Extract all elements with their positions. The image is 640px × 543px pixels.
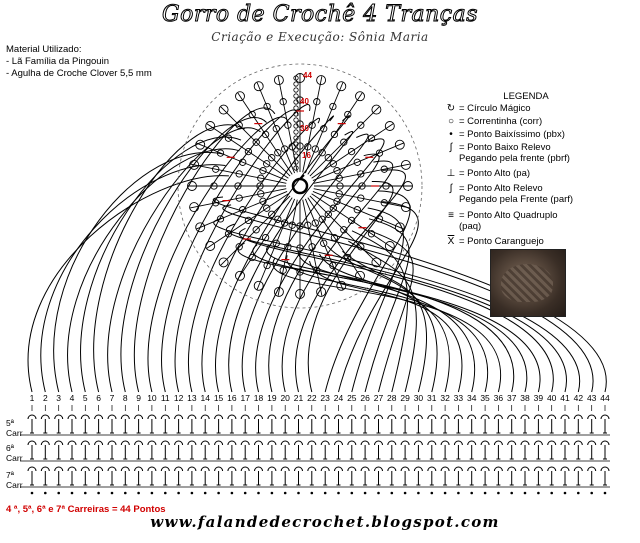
row-label-7 (6, 470, 23, 490)
slip-stitch (44, 492, 47, 495)
column-number: 39 (533, 393, 544, 403)
slip-stitch (524, 492, 527, 495)
brim-line (54, 152, 224, 392)
row-stitch (268, 441, 276, 459)
row-stitch (361, 441, 369, 459)
slip-stitch (550, 492, 553, 495)
slip-stitch-icon: • (449, 129, 453, 140)
row-stitch (55, 415, 63, 433)
row-stitch (68, 415, 76, 433)
row-stitch (308, 415, 316, 433)
column-number: 44 (600, 393, 610, 403)
legend-title: LEGENDA (503, 91, 549, 102)
column-number: 9 (136, 393, 141, 403)
radial-stitch-spokes (188, 74, 413, 299)
row-stitch (121, 441, 129, 459)
column-number: 32 (440, 393, 450, 403)
row-stitch (548, 415, 556, 433)
slip-stitch (404, 492, 407, 495)
row-stitch (401, 415, 409, 433)
legend-label: = Círculo Mágico (459, 103, 531, 114)
hat-image (501, 264, 553, 302)
column-number: 12 (173, 393, 184, 403)
column-number: 35 (480, 393, 490, 403)
slip-stitch (337, 492, 340, 495)
crab-stitch-icon: $\overline{X}$ (447, 236, 455, 247)
row-stitch (95, 415, 103, 433)
row-stitch (588, 441, 596, 459)
stitch-spoke (296, 200, 305, 299)
round-marker-40: 40 (300, 97, 309, 106)
front-post-dc-icon: ∫ (449, 183, 453, 194)
row-stitch (321, 415, 329, 433)
slip-stitch (484, 492, 487, 495)
row-stitch (454, 415, 462, 433)
slip-stitch (71, 492, 74, 495)
slip-stitch (364, 492, 367, 495)
column-number: 40 (546, 393, 557, 403)
row-stitch (521, 441, 529, 459)
round-marker-30: 30 (300, 124, 309, 133)
slip-stitch (164, 492, 167, 495)
brim-line (352, 231, 408, 392)
slip-stitch (97, 492, 100, 495)
slip-stitch (84, 492, 87, 495)
chain-icon: ○ (447, 116, 455, 127)
stitch-spoke (190, 160, 287, 183)
column-number: 24 (333, 393, 344, 403)
row-stitch (295, 415, 303, 433)
row-stitch (561, 441, 569, 459)
column-number: 28 (387, 393, 397, 403)
row-stitch (81, 441, 89, 459)
brim-line (273, 258, 501, 392)
row-stitch (68, 467, 76, 485)
double-crochet-icon: ⊥ (446, 168, 456, 179)
column-number: 33 (453, 393, 464, 403)
row-stitch (494, 415, 502, 433)
column-number: 27 (373, 393, 384, 403)
row-stitch (28, 441, 36, 459)
materials-heading: Material Utilizado: (6, 44, 82, 55)
row-stitch (148, 441, 156, 459)
row-stitch (428, 415, 436, 433)
row-stitch (441, 415, 449, 433)
legend-item (446, 210, 636, 232)
row-stitch (441, 441, 449, 459)
slip-stitch (284, 492, 287, 495)
column-number: 18 (253, 393, 264, 403)
chain-stitch (294, 148, 298, 152)
row-stitch (561, 415, 569, 433)
slip-stitch (391, 492, 394, 495)
row-stitch (268, 467, 276, 485)
slip-stitch (417, 492, 420, 495)
row-stitch (401, 441, 409, 459)
page-title: Gorro de Crochê 4 Tranças (162, 2, 478, 27)
row-stitch (295, 441, 303, 459)
row-stitch (361, 467, 369, 485)
column-number: 13 (187, 393, 197, 403)
column-number: 8 (122, 393, 128, 403)
legend-label-line2: Pegando pela frente (pbrf) (459, 153, 570, 164)
slip-stitch (177, 492, 180, 495)
legend (446, 91, 636, 249)
row-stitch (601, 441, 609, 459)
row-stitch (215, 441, 223, 459)
row-stitch (308, 467, 316, 485)
row-label-number: 6ª (6, 443, 14, 453)
row-stitch (401, 467, 409, 485)
stitch-spoke (314, 189, 411, 212)
row-stitch (508, 441, 516, 459)
slip-stitch (271, 492, 274, 495)
row-stitch (95, 467, 103, 485)
row-stitch (188, 441, 196, 459)
row-stitch (534, 441, 542, 459)
row-stitch (508, 415, 516, 433)
row-stitch (335, 415, 343, 433)
slip-stitch (111, 492, 114, 495)
footer-note: 4 ª, 5ª, 6ª e 7ª Carreiras = 44 Pontos (6, 504, 166, 515)
column-number: 23 (320, 393, 330, 403)
row-stitch (28, 415, 36, 433)
column-number: 11 (160, 393, 170, 403)
column-number: 34 (467, 393, 477, 403)
row-stitch (201, 467, 209, 485)
row-stitch (348, 467, 356, 485)
column-number: 3 (56, 393, 62, 403)
row-stitch (161, 467, 169, 485)
row-stitch (41, 467, 49, 485)
legend-item (446, 168, 636, 179)
row-stitch (534, 467, 542, 485)
row-label-sub: Carr (6, 453, 23, 463)
column-number: 30 (413, 393, 424, 403)
finished-hat-photo (490, 249, 566, 317)
row-stitch (175, 467, 183, 485)
column-number: 20 (280, 393, 290, 403)
brim-line (267, 245, 514, 392)
website-url: www.falandedecrochet.blogspot.com (150, 513, 500, 531)
column-number: 42 (573, 393, 584, 403)
slip-stitch (351, 492, 354, 495)
row-stitch (321, 441, 329, 459)
row-stitch (414, 467, 422, 485)
column-number: 5 (82, 393, 88, 403)
column-number: 36 (493, 393, 504, 403)
slip-stitch (564, 492, 567, 495)
row-stitch (454, 467, 462, 485)
row-stitch (148, 467, 156, 485)
legend-label-line2: (paq) (459, 221, 482, 232)
row-stitch (375, 467, 383, 485)
row-stitch (175, 441, 183, 459)
slip-stitch (377, 492, 380, 495)
row-stitch-grid (20, 405, 610, 494)
brim-line (108, 128, 261, 392)
row-stitch (574, 467, 582, 485)
row-stitch (68, 441, 76, 459)
row-stitch (574, 415, 582, 433)
row-stitch (601, 467, 609, 485)
row-stitch (454, 441, 462, 459)
column-number: 21 (293, 393, 304, 403)
slip-stitch (311, 492, 314, 495)
slip-stitch (324, 492, 327, 495)
row-stitch (548, 467, 556, 485)
column-number: 31 (427, 393, 437, 403)
slip-stitch (497, 492, 500, 495)
row-stitch (388, 441, 396, 459)
stitch-spoke (314, 182, 413, 191)
page-subtitle: Criação e Execução: Sônia Maria (211, 30, 429, 44)
row-stitch (241, 441, 249, 459)
row-stitch (268, 415, 276, 433)
legend-item (446, 183, 636, 205)
magic-ring-icon (293, 175, 307, 193)
legend-label: = Correntinha (corr) (459, 116, 543, 127)
row-stitch (41, 441, 49, 459)
row-stitch (468, 441, 476, 459)
legend-item (446, 116, 636, 127)
round-marker-16: 16 (302, 151, 311, 160)
row-stitch (201, 415, 209, 433)
row-stitch (548, 441, 556, 459)
slip-stitch (244, 492, 247, 495)
column-number: 41 (560, 393, 570, 403)
row-stitch (521, 415, 529, 433)
row-stitch (175, 415, 183, 433)
row-stitch (561, 467, 569, 485)
slip-stitch (577, 492, 580, 495)
chain-stitch (294, 88, 298, 92)
column-number: 17 (240, 393, 250, 403)
row-stitch (574, 441, 582, 459)
column-number: 4 (69, 393, 75, 403)
column-number: 16 (227, 393, 237, 403)
row-label-number: 7ª (6, 470, 14, 480)
row-stitch (281, 467, 289, 485)
row-stitch (228, 467, 236, 485)
row-stitch (121, 467, 129, 485)
row-stitch (135, 467, 143, 485)
row-stitch (414, 441, 422, 459)
row-stitch (228, 441, 236, 459)
row-stitch (241, 467, 249, 485)
column-number: 43 (586, 393, 597, 403)
legend-item (446, 103, 636, 114)
legend-label: = Ponto Baixo Relevo (459, 142, 551, 153)
row-stitch (348, 441, 356, 459)
row-stitch (108, 467, 116, 485)
row-stitch (41, 415, 49, 433)
row-stitch (161, 441, 169, 459)
legend-label: = Ponto Baixíssimo (pbx) (459, 129, 565, 140)
slip-stitch (204, 492, 207, 495)
slip-stitch (537, 492, 540, 495)
row-stitch (201, 441, 209, 459)
row-stitch (95, 441, 103, 459)
column-number: 7 (109, 393, 115, 403)
column-number: 15 (213, 393, 224, 403)
row-stitch (215, 415, 223, 433)
column-number: 29 (400, 393, 410, 403)
row-stitch (375, 441, 383, 459)
row-stitch (28, 467, 36, 485)
row-stitch (361, 415, 369, 433)
slip-stitch (257, 492, 260, 495)
row-stitch (388, 467, 396, 485)
row-stitch (335, 467, 343, 485)
stitch-spoke (219, 105, 290, 176)
brim-line (41, 165, 226, 392)
slip-stitch (444, 492, 447, 495)
row-stitch (601, 415, 609, 433)
row-stitch (308, 441, 316, 459)
column-number-labels (30, 393, 610, 403)
column-number: 37 (506, 393, 517, 403)
row-stitch (295, 467, 303, 485)
row-stitch (481, 467, 489, 485)
slip-stitch (510, 492, 513, 495)
legend-item (446, 236, 636, 247)
legend-label: = Ponto Caranguejo (459, 236, 544, 247)
slip-stitch (457, 492, 460, 495)
quadruple-treble-icon: ≡ (448, 210, 454, 221)
row-stitch (481, 415, 489, 433)
row-stitch (414, 415, 422, 433)
row-stitch (135, 415, 143, 433)
row-stitch (121, 415, 129, 433)
brim-line (253, 245, 527, 392)
column-number: 6 (96, 393, 101, 403)
row-stitch (481, 441, 489, 459)
row-stitch (215, 467, 223, 485)
slip-stitch (137, 492, 140, 495)
row-stitch (55, 467, 63, 485)
row-label-number: 5ª (6, 418, 14, 428)
slip-stitch (57, 492, 60, 495)
slip-stitch (604, 492, 607, 495)
chain-stitch (294, 130, 298, 134)
row-stitch (108, 441, 116, 459)
column-number: 19 (267, 393, 277, 403)
front-post-sc-icon: ∫ (449, 142, 453, 153)
row-stitch (468, 415, 476, 433)
row-stitch (534, 415, 542, 433)
legend-item (446, 129, 636, 140)
row-stitch (81, 467, 89, 485)
row-stitch (255, 415, 263, 433)
row-stitch (108, 415, 116, 433)
materials-item: - Lã Família da Pingouin (6, 56, 109, 67)
row-stitch (281, 415, 289, 433)
slip-stitch (231, 492, 234, 495)
slip-stitch (217, 492, 220, 495)
row-stitch (255, 467, 263, 485)
column-number: 1 (29, 393, 35, 403)
row-stitch (388, 415, 396, 433)
chain-stitch (294, 106, 298, 110)
row-stitch (494, 441, 502, 459)
row-stitch (428, 467, 436, 485)
row-stitch (335, 441, 343, 459)
row-stitch (441, 467, 449, 485)
legend-item (446, 142, 636, 164)
column-number: 10 (147, 393, 157, 403)
row-stitch (55, 441, 63, 459)
row-stitch (375, 415, 383, 433)
slip-stitch (431, 492, 434, 495)
row-stitch (148, 415, 156, 433)
row-stitch (508, 467, 516, 485)
round-marker-44: 44 (303, 71, 312, 80)
column-number: 22 (307, 393, 317, 403)
row-stitch (241, 415, 249, 433)
row-stitch (135, 441, 143, 459)
row-stitch (188, 415, 196, 433)
chain-stitch (294, 118, 298, 122)
row-stitch (521, 467, 529, 485)
row-label-6 (6, 443, 23, 463)
stitch-spoke (188, 182, 287, 191)
slip-stitch (151, 492, 154, 495)
row-stitch (188, 467, 196, 485)
row-label-sub: Carr (6, 480, 23, 490)
legend-label-line2: Pegando pela Frente (parf) (459, 194, 574, 205)
slip-stitch (470, 492, 473, 495)
column-number: 26 (360, 393, 370, 403)
legend-label: = Ponto Alto Relevo (459, 183, 543, 194)
row-label-sub: Carr (6, 428, 23, 438)
slip-stitch (191, 492, 194, 495)
row-stitch (494, 467, 502, 485)
row-stitch (588, 467, 596, 485)
row-stitch (81, 415, 89, 433)
row-stitch (588, 415, 596, 433)
row-stitch (228, 415, 236, 433)
row-stitch (255, 441, 263, 459)
column-number: 14 (200, 393, 210, 403)
column-number: 38 (520, 393, 530, 403)
legend-label: = Ponto Alto Quadruplo (459, 210, 558, 221)
row-stitch (161, 415, 169, 433)
row-stitch (321, 467, 329, 485)
chain-stitch (294, 82, 298, 86)
brim-line (121, 118, 267, 392)
column-number: 2 (42, 393, 48, 403)
slip-stitch (590, 492, 593, 495)
magic-ring-icon: ↻ (446, 103, 456, 114)
row-stitch (348, 415, 356, 433)
legend-label: = Ponto Alto (pa) (459, 168, 531, 179)
slip-stitch (31, 492, 34, 495)
materials-item: - Agulha de Croche Clover 5,5 mm (6, 68, 152, 79)
chain-stitch (294, 94, 298, 98)
row-stitch (281, 441, 289, 459)
row-stitch (428, 441, 436, 459)
slip-stitch (124, 492, 127, 495)
row-stitch (468, 467, 476, 485)
slip-stitch (297, 492, 300, 495)
row-label-5 (6, 418, 23, 438)
column-number: 25 (347, 393, 357, 403)
